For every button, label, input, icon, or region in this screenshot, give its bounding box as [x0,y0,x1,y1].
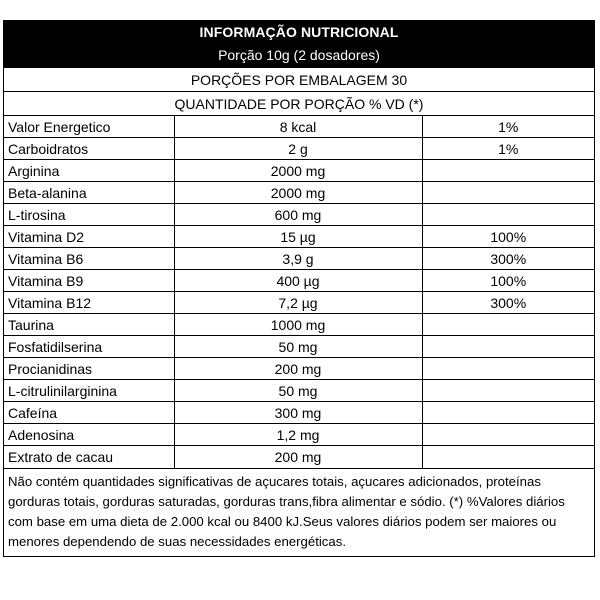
nutrient-vd [422,204,594,226]
nutrient-name: L-tirosina [4,204,174,226]
nutrient-vd: 1% [422,138,594,160]
nutrient-name: Arginina [4,160,174,182]
table-row [4,402,594,424]
table-row [4,116,594,138]
column-caption: QUANTIDADE POR PORÇÃO % VD (*) [4,91,594,115]
table-row [4,226,594,248]
nutrient-name: Vitamina B6 [4,248,174,270]
nutrient-amount: 400 µg [174,270,422,292]
table-row [4,138,594,160]
table-row [4,358,594,380]
nutrient-vd [422,160,594,182]
nutrient-amount: 2 g [174,138,422,160]
nutrient-amount: 50 mg [174,336,422,358]
table-row [4,380,594,402]
nutrient-table [4,115,594,468]
table-row [4,204,594,226]
nutrient-vd: 100% [422,270,594,292]
nutrient-amount: 200 mg [174,446,422,468]
nutrient-vd [422,446,594,468]
table-row [4,314,594,336]
nutrient-amount: 8 kcal [174,116,422,138]
nutrient-name: Adenosina [4,424,174,446]
nutrient-amount: 600 mg [174,204,422,226]
nutrient-name: Taurina [4,314,174,336]
table-row [4,424,594,446]
nutrient-amount: 2000 mg [174,182,422,204]
nutrient-vd [422,314,594,336]
table-row [4,270,594,292]
servings-per-package: PORÇÕES POR EMBALAGEM 30 [4,67,594,91]
nutrient-amount: 7,2 µg [174,292,422,314]
nutrient-vd [422,402,594,424]
nutrient-name: Extrato de cacau [4,446,174,468]
table-row [4,182,594,204]
nutrient-amount: 3,9 g [174,248,422,270]
footnote: Não contém quantidades significativas de açucares totais, açucares adicionados, proteínas gorduras totais, gorduras saturadas, gorduras trans,fibra alimentar e sódio. (*) %Valores diários com base em uma dieta de 2.000 kcal ou 8400 kJ.Seus valores diários podem ser maiores ou menores dependendo de suas necessidades energéticas. [4,468,594,556]
nutrient-name: Valor Energetico [4,116,174,138]
label-title: INFORMAÇÃO NUTRICIONAL [199,24,399,40]
nutrient-amount: 2000 mg [174,160,422,182]
table-row [4,248,594,270]
nutrient-vd [422,182,594,204]
nutrient-amount: 15 µg [174,226,422,248]
nutrient-name: Procianidinas [4,358,174,380]
nutrient-vd: 300% [422,248,594,270]
nutrient-name: Beta-alanina [4,182,174,204]
table-row [4,292,594,314]
table-row [4,446,594,468]
nutrient-name: Fosfatidilserina [4,336,174,358]
nutrient-amount: 50 mg [174,380,422,402]
nutrient-name: Vitamina D2 [4,226,174,248]
table-row [4,160,594,182]
label-header [4,21,594,67]
nutrient-amount: 1000 mg [174,314,422,336]
nutrient-name: Cafeína [4,402,174,424]
nutrient-vd [422,336,594,358]
nutrient-vd [422,380,594,402]
table-row [4,336,594,358]
nutrient-name: Carboidratos [4,138,174,160]
nutrient-vd [422,424,594,446]
nutrient-amount: 200 mg [174,358,422,380]
nutrient-name: Vitamina B12 [4,292,174,314]
nutrition-facts-label [3,20,595,557]
nutrient-name: L-citrulinilarginina [4,380,174,402]
portion-size: Porção 10g (2 dosadores) [218,47,380,63]
nutrient-vd [422,358,594,380]
nutrient-vd: 1% [422,116,594,138]
nutrient-vd: 100% [422,226,594,248]
nutrient-amount: 1,2 mg [174,424,422,446]
nutrient-vd: 300% [422,292,594,314]
nutrient-amount: 300 mg [174,402,422,424]
nutrient-name: Vitamina B9 [4,270,174,292]
